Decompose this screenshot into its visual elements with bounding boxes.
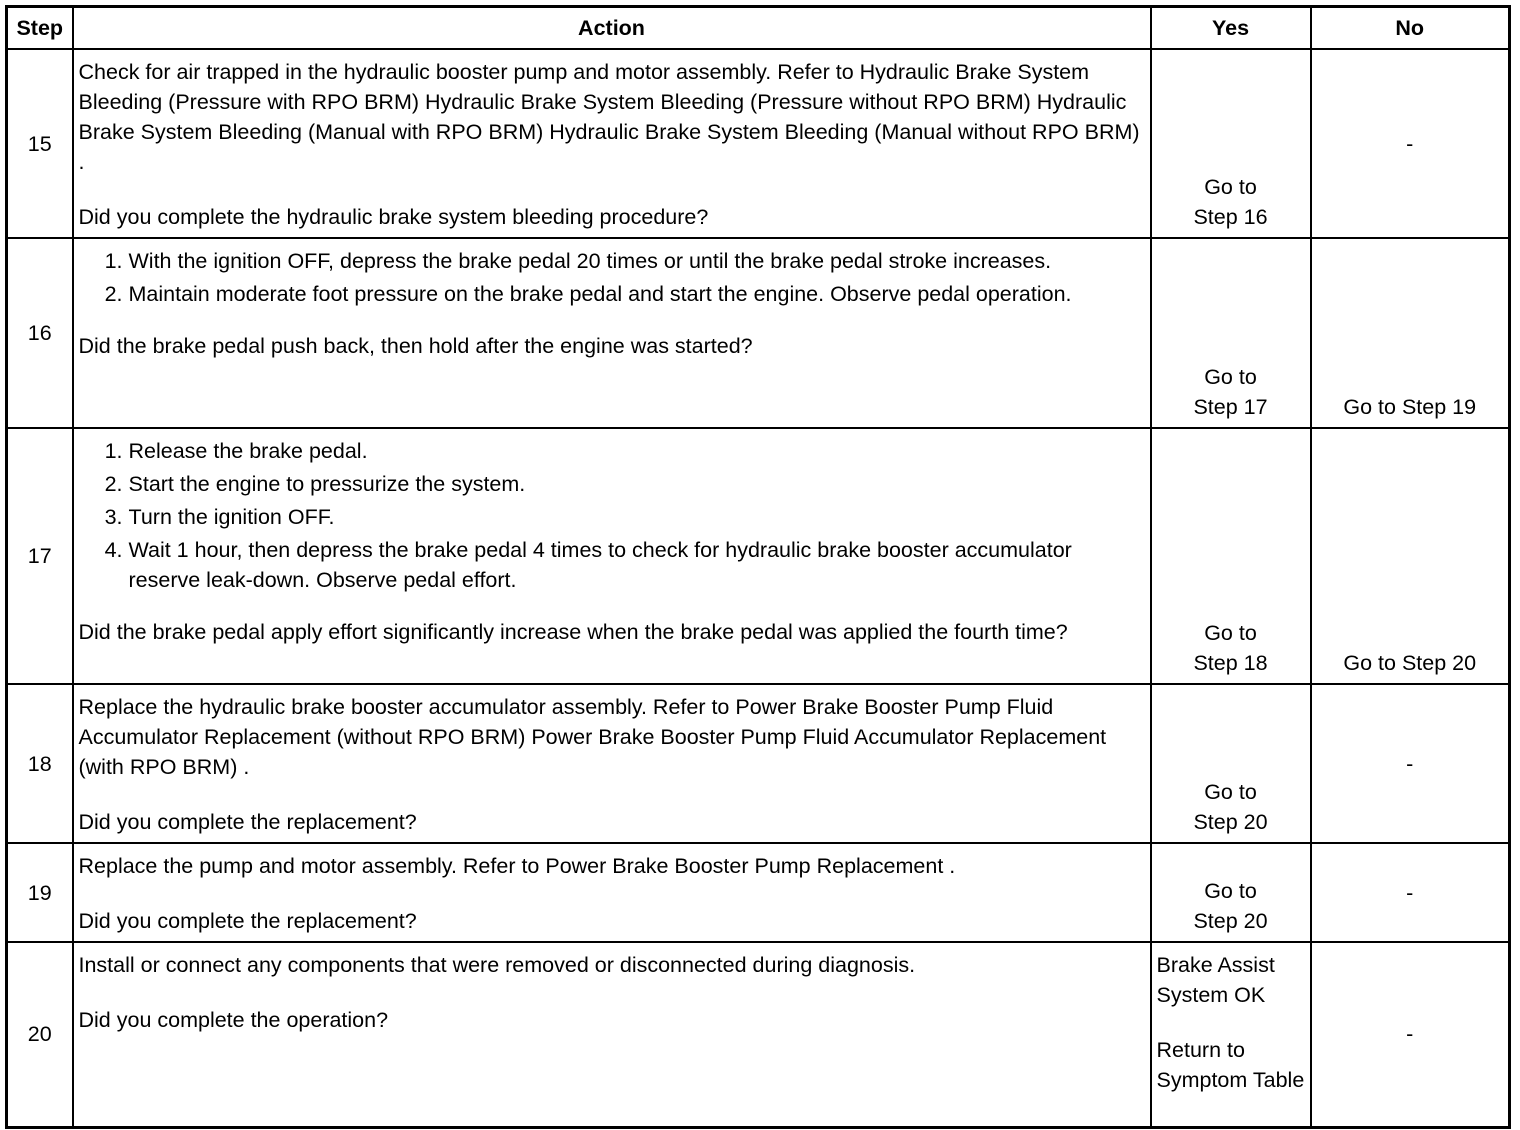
action-text: Replace the pump and motor assembly. Refer to Power Brake Booster Pump Replacement .: [78, 854, 956, 878]
table-row: [7, 843, 1510, 942]
table-row: [7, 428, 1510, 684]
action-cell: [73, 428, 1151, 684]
action-text: Check for air trapped in the hydraulic booster pump and motor assembly. Refer to Hydraulic Brake System Bleeding (Pressure with RPO BRM) Hydraulic Brake System Bleeding (Pressure without RPO BRM) Hydraulic Brake System Bleeding (Manual with RPO BRM) Hydraulic Brake System Bleeding (Manual without RPO BRM) .: [78, 60, 1140, 174]
action-cell: [73, 843, 1151, 942]
table-row: [7, 942, 1510, 1127]
action-step: 2. Start the engine to pressurize the system.: [129, 469, 1145, 499]
header-step: Step: [7, 7, 73, 50]
step-number: 20: [7, 942, 73, 1127]
no-cell: -: [1311, 684, 1510, 843]
header-yes: Yes: [1151, 7, 1311, 50]
header-action: Action: [73, 7, 1151, 50]
no-cell: -: [1311, 942, 1510, 1127]
action-question: Did you complete the replacement?: [78, 810, 417, 834]
step-number: 16: [7, 238, 73, 428]
step-number: 15: [7, 49, 73, 238]
action-question: Did you complete the hydraulic brake system bleeding procedure?: [78, 205, 709, 229]
yes-cell: Go to Step 20: [1151, 684, 1311, 843]
no-cell: Go to Step 20: [1311, 428, 1510, 684]
action-cell: [73, 942, 1151, 1127]
yes-cell: Go to Step 16: [1151, 49, 1311, 238]
action-cell: [73, 684, 1151, 843]
action-question: Did the brake pedal apply effort significantly increase when the brake pedal was applied the fourth time?: [78, 620, 1068, 644]
header-no: No: [1311, 7, 1510, 50]
action-cell: [73, 238, 1151, 428]
table-row: [7, 49, 1510, 238]
action-steps: [79, 246, 1145, 309]
no-cell: -: [1311, 843, 1510, 942]
table-row: [7, 684, 1510, 843]
action-steps: [79, 436, 1145, 595]
diagnostic-table: [5, 5, 1511, 1129]
yes-result: Brake Assist System OK: [1156, 953, 1275, 1007]
action-text: Replace the hydraulic brake booster accumulator assembly. Refer to Power Brake Booster Pump Fluid Accumulator Replacement (without RPO BRM) Power Brake Booster Pump Fluid Accumulator Replacement (with RPO BRM) .: [78, 695, 1107, 779]
step-number: 17: [7, 428, 73, 684]
action-cell: [73, 49, 1151, 238]
no-cell: Go to Step 19: [1311, 238, 1510, 428]
table-row: [7, 238, 1510, 428]
action-step: 3. Turn the ignition OFF.: [129, 502, 1145, 532]
action-step: 4. Wait 1 hour, then depress the brake pedal 4 times to check for hydraulic brake booster accumulator reserve leak-down. Observe pedal effort.: [129, 535, 1145, 595]
yes-cell: Go to Step 18: [1151, 428, 1311, 684]
action-question: Did the brake pedal push back, then hold after the engine was started?: [78, 334, 753, 358]
yes-cell: Go to Step 17: [1151, 238, 1311, 428]
action-question: Did you complete the operation?: [78, 1008, 389, 1032]
step-number: 18: [7, 684, 73, 843]
header-row: [7, 7, 1510, 50]
step-number: 19: [7, 843, 73, 942]
action-text: Install or connect any components that were removed or disconnected during diagnosis.: [78, 953, 916, 977]
action-question: Did you complete the replacement?: [78, 909, 417, 933]
no-cell: -: [1311, 49, 1510, 238]
yes-cell: Go to Step 20: [1151, 843, 1311, 942]
action-step: 1. With the ignition OFF, depress the brake pedal 20 times or until the brake pedal stroke increases.: [129, 246, 1145, 276]
action-step: 2. Maintain moderate foot pressure on the brake pedal and start the engine. Observe pedal operation.: [129, 279, 1145, 309]
action-step: 1. Release the brake pedal.: [129, 436, 1145, 466]
yes-cell: [1151, 942, 1311, 1127]
yes-next-action: Return to Symptom Table: [1156, 1038, 1305, 1092]
